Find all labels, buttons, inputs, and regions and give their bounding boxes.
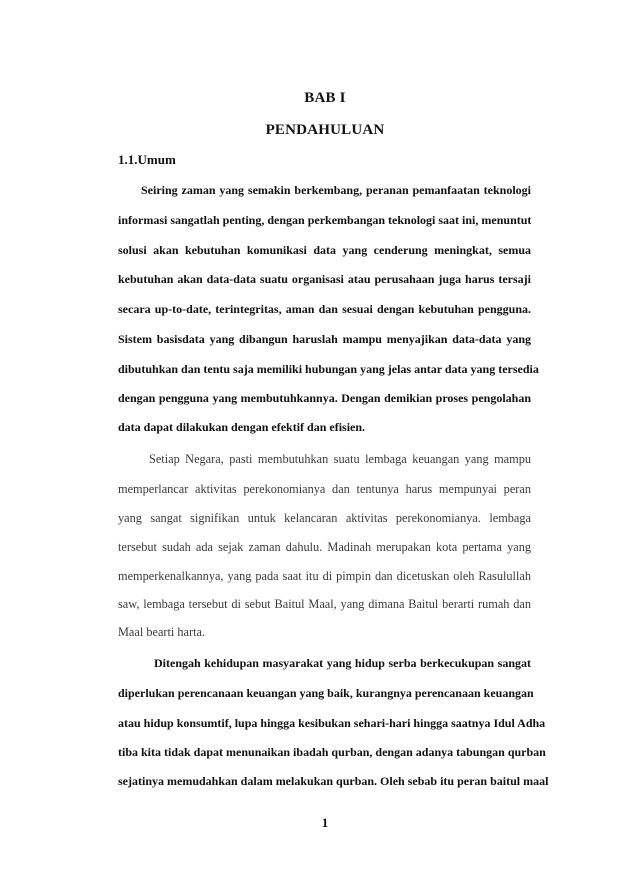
section-heading: 1.1.Umum bbox=[118, 152, 176, 167]
paragraph-line: sejatinya memudahkan dalam melakukan qurban. Oleh sebab itu peran baitul maal bbox=[118, 774, 549, 788]
paragraph-line: saw, lembaga tersebut di sebut Baitul Maal, yang dimana Baitul berarti rumah dan bbox=[118, 597, 531, 611]
paragraph-line: tersebut sudah ada sejak zaman dahulu. Madinah merupakan kota pertama yang bbox=[118, 540, 531, 554]
paragraph-line: informasi sangatlah penting, dengan perkembangan teknologi saat ini, menuntut bbox=[118, 213, 532, 227]
paragraph-line: Setiap Negara, pasti membutuhkan suatu lembaga keuangan yang mampu bbox=[149, 452, 531, 466]
paragraph-line: solusi akan kebutuhan komunikasi data yang cenderung meningkat, semua bbox=[118, 243, 531, 257]
paragraph-line: kebutuhan akan data-data suatu organisasi atau perusahaan juga harus tersaji bbox=[118, 272, 531, 286]
chapter-number: BAB I bbox=[304, 90, 346, 106]
paragraph-line: atau hidup konsumtif, lupa hingga kesibukan sehari-hari hingga saatnya Idul Adha bbox=[118, 716, 546, 730]
paragraph-line: data dapat dilakukan dengan efektif dan efisien. bbox=[118, 420, 366, 434]
chapter-title: PENDAHULUAN bbox=[265, 122, 385, 138]
paragraph-line: diperlukan perencanaan keuangan yang baik, kurangnya perencanaan keuangan bbox=[118, 686, 534, 700]
paragraph-line: memperlancar aktivitas perekonomianya dan tentunya harus mempunyai peran bbox=[118, 482, 531, 496]
paragraph-line: dengan pengguna yang membutuhkannya. Dengan demikian proses pengolahan bbox=[118, 391, 531, 405]
paragraph-line: Seiring zaman yang semakin berkembang, peranan pemanfaatan teknologi bbox=[141, 183, 531, 197]
paragraph-line: secara up-to-date, terintegritas, aman dan sesuai dengan kebutuhan pengguna. bbox=[118, 302, 531, 316]
paragraph-line: memperkenalkannya, yang pada saat itu di pimpin dan dicetuskan oleh Rasulullah bbox=[118, 569, 531, 583]
paragraph-line: dibutuhkan dan tentu saja memiliki hubungan yang jelas antar data yang tersedia bbox=[118, 362, 539, 376]
paragraph-line: yang sangat signifikan untuk kelancaran aktivitas perekonomianya. lembaga bbox=[118, 511, 531, 525]
paragraph-line: Maal bearti harta. bbox=[118, 625, 206, 639]
paragraph-line: Sistem basisdata yang dibangun haruslah mampu menyajikan data-data yang bbox=[118, 332, 531, 346]
page-number: 1 bbox=[321, 815, 329, 830]
paragraph-line: Ditengah kehidupan masyarakat yang hidup serba berkecukupan sangat bbox=[154, 656, 531, 670]
paragraph-line: tiba kita tidak dapat menunaikan ibadah qurban, dengan adanya tabungan qurban bbox=[118, 745, 546, 759]
